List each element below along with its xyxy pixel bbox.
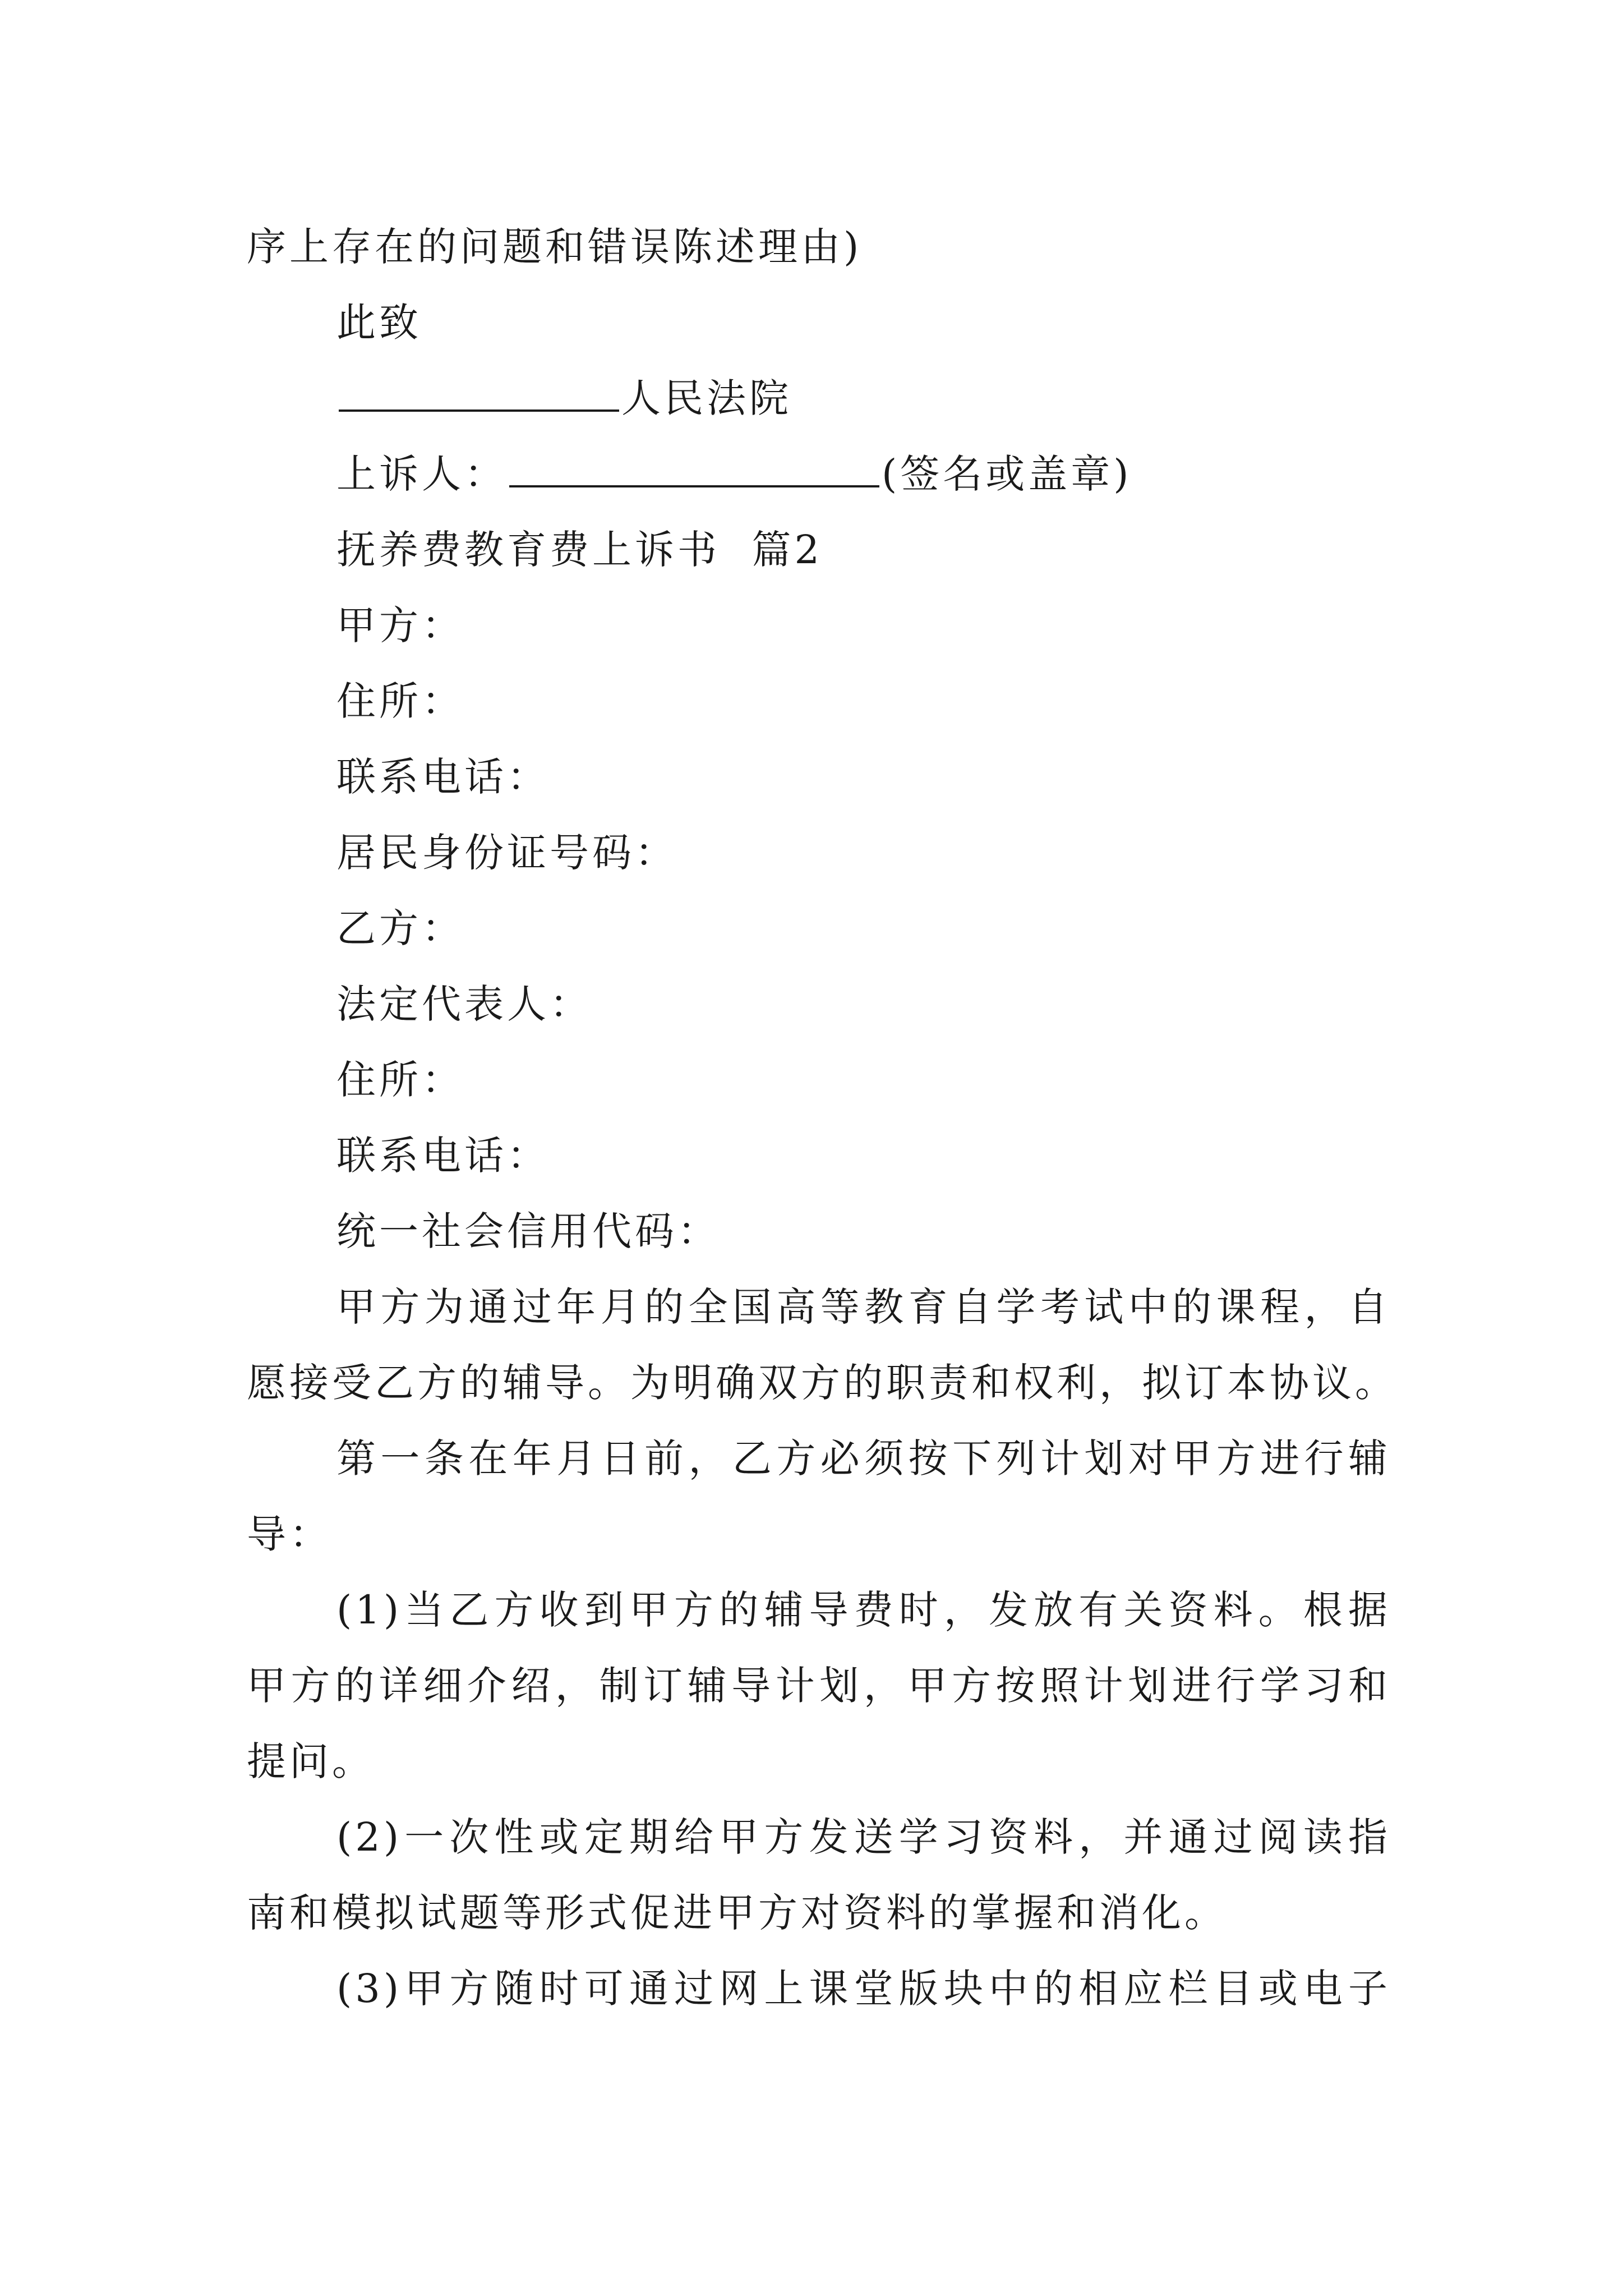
paragraph-line: 第一条在年月日前，乙方必须按下列计划对甲方进行辅 — [336, 1435, 1391, 1481]
paragraph-line: (3)甲方随时可通过网上课堂版块中的相应栏目或电子 — [336, 1966, 1391, 2012]
court-addressee-line — [336, 370, 1481, 426]
legal-representative-label: 法定代表人： — [336, 981, 592, 1027]
paragraph-line: 导： — [247, 1511, 332, 1557]
phone-label: 联系电话： — [336, 1133, 550, 1179]
text-line: 序上存在的问题和错误陈述理由) — [247, 224, 863, 270]
phone-label: 联系电话： — [336, 754, 550, 800]
appellant-signature-line — [336, 446, 1481, 502]
paragraph-line: 甲方为通过年月的全国高等教育自学考试中的课程，自 — [336, 1284, 1391, 1330]
address-label: 住所： — [336, 678, 464, 724]
court-suffix: 人民法院 — [621, 375, 792, 421]
paragraph-line: 甲方的详细介绍，制订辅导计划，甲方按照计划进行学习和 — [247, 1663, 1391, 1709]
appellant-label: 上诉人： — [336, 451, 507, 497]
section-title: 抚养费教育费上诉书 篇2 — [336, 527, 823, 573]
id-number-label: 居民身份证号码： — [336, 830, 677, 876]
address-label: 住所： — [336, 1057, 464, 1103]
party-a-label: 甲方： — [336, 602, 464, 648]
paragraph-line: 愿接受乙方的辅导。为明确双方的职责和权利，拟订本协议。 — [247, 1360, 1398, 1406]
credit-code-label: 统一社会信用代码： — [336, 1208, 720, 1254]
paragraph-line: 南和模拟试题等形式促进甲方对资料的掌握和消化。 — [247, 1890, 1227, 1936]
paragraph-line: (2)一次性或定期给甲方发送学习资料，并通过阅读指 — [336, 1814, 1391, 1860]
signature-note: (签名或盖章) — [882, 451, 1132, 497]
court-name-blank — [339, 370, 619, 412]
party-b-label: 乙方： — [336, 905, 464, 951]
closing-salutation: 此致 — [336, 300, 422, 346]
signature-blank — [509, 446, 879, 487]
paragraph-line: 提问。 — [247, 1738, 375, 1784]
paragraph-line: (1)当乙方收到甲方的辅导费时，发放有关资料。根据 — [336, 1587, 1391, 1633]
